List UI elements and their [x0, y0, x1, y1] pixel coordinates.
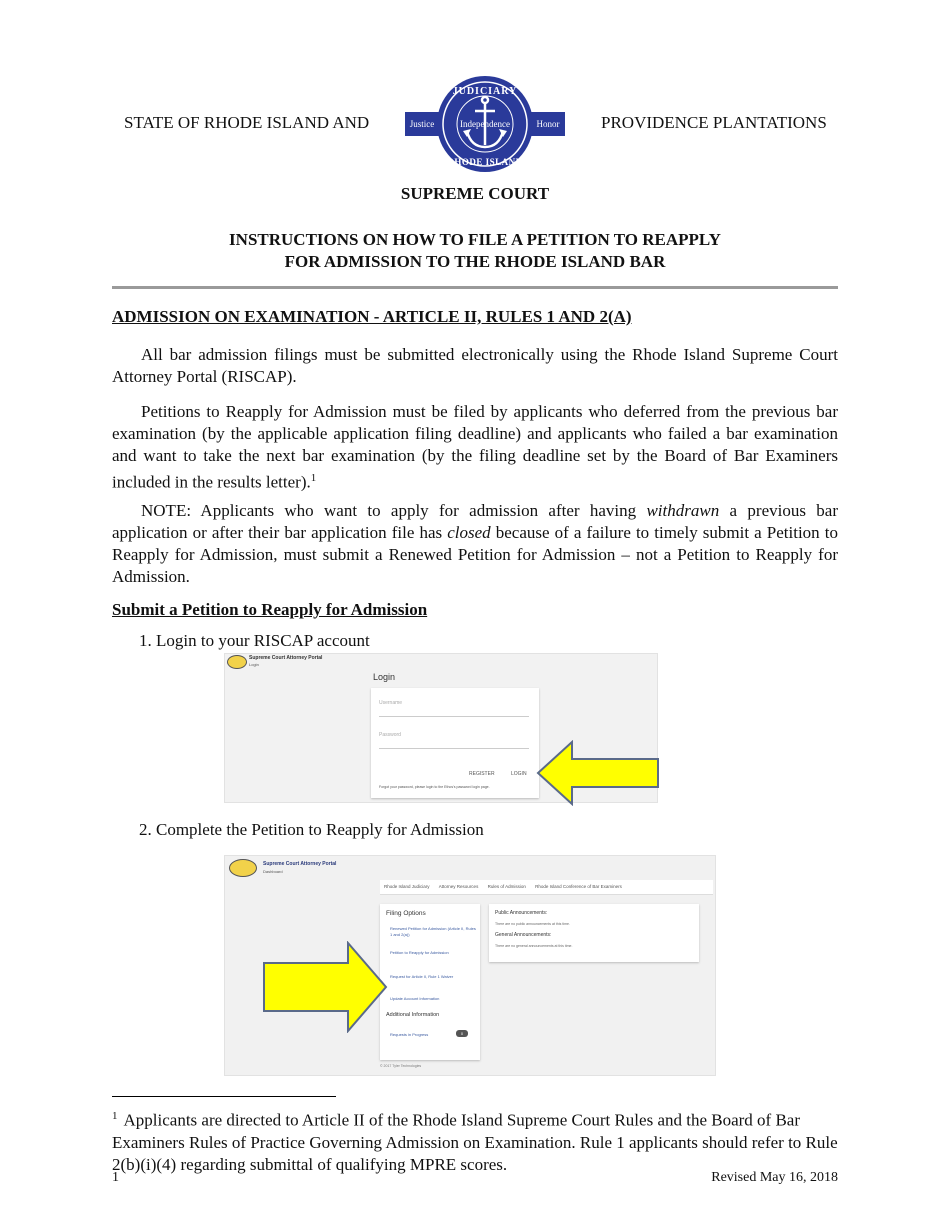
nav-rules-of-admission[interactable]: Rules of Admission — [487, 884, 526, 889]
footnote-text: Applicants are directed to Article II of the Rhode Island Supreme Court Rules and the Board of Bar Examiners Rules of Practice Governing Admission on Examination. Rule 1 applicants should refer to Rule 2(b)(i)(4) regarding submittal of qualifying MPRE scores. — [112, 1110, 838, 1174]
note-text-a: NOTE: Applicants who want to apply for admission after having — [141, 501, 647, 520]
step-1: 1. Login to your RISCAP account — [139, 631, 370, 650]
announcements-panel — [489, 904, 699, 962]
filing-request-waiver[interactable]: Request for Article II, Rule 1 Waiver — [390, 974, 454, 979]
note-text-c: a previous bar application or after their bar application file has — [112, 501, 838, 542]
title-divider — [112, 286, 838, 289]
judiciary-seal — [405, 75, 565, 175]
header-right-text: PROVIDENCE PLANTATIONS — [601, 113, 827, 132]
dash-nav — [380, 880, 713, 895]
header-left-text: STATE OF RHODE ISLAND AND — [124, 113, 370, 132]
paragraph-1: All bar admission filings must be submitted electronically using the Rhode Island Supreme Court Attorney Portal (RISCAP). — [112, 345, 838, 386]
step-2: 2. Complete the Petition to Reapply for Admission — [139, 820, 484, 839]
seal-top-text: JUDICIARY — [452, 86, 518, 97]
login-portal-title: Supreme Court Attorney Portal — [249, 655, 323, 661]
seal-bottom-text: RHODE ISLAND — [447, 157, 523, 167]
paragraph-3-note — [112, 500, 838, 588]
footnote-ref: 1 — [310, 472, 317, 484]
dash-portal-logo — [229, 859, 257, 877]
login-card-title: Login — [373, 672, 396, 682]
nav-conference-bar-examiners[interactable]: Rhode Island Conference of Bar Examiners — [535, 884, 622, 889]
login-button[interactable]: LOGIN — [511, 771, 527, 777]
arrow-pointer-login — [536, 740, 660, 806]
general-announcements-title: General Announcements: — [495, 932, 552, 938]
dash-copyright: © 2017 Tyler Technologies — [380, 1064, 422, 1068]
dash-portal-title: Supreme Court Attorney Portal — [263, 861, 337, 867]
filing-petition-reapply[interactable]: Petition to Reapply for Admission — [390, 950, 449, 955]
username-input[interactable]: Username — [379, 700, 529, 717]
dash-portal-sub: Dashboard — [263, 869, 283, 874]
portal-logo — [227, 655, 247, 669]
requests-count-badge: 0 — [456, 1030, 468, 1037]
footnote-number: 1 — [112, 1110, 118, 1122]
public-announcements-title: Public Announcements: — [495, 910, 548, 916]
seal-independence-text: Independence — [460, 119, 510, 129]
public-announcements-text: There are no public announcements at this time. — [495, 922, 570, 926]
note-text-e: because of a failure to timely submit a Petition to Reapply for Admission, must submit a Renewed Petition for Admission – not a Petition to Reapply for Admission. — [112, 523, 838, 586]
section-heading: ADMISSION ON EXAMINATION - ARTICLE II, RULES 1 AND 2(A) — [112, 307, 632, 326]
forgot-password-text[interactable]: Forgot your password, please login to the Ethos's password login page. — [379, 785, 490, 789]
revised-date: Revised May 16, 2018 — [711, 1170, 838, 1185]
login-card — [371, 688, 539, 798]
doc-title-line1: INSTRUCTIONS ON HOW TO FILE A PETITION TO REAPPLY — [229, 230, 721, 249]
additional-info-title: Additional Information — [386, 1012, 440, 1018]
court-name: SUPREME COURT — [400, 184, 550, 203]
subheading: Submit a Petition to Reapply for Admission — [112, 600, 428, 619]
nav-rhode-island-judiciary[interactable]: Rhode Island Judiciary — [384, 884, 430, 889]
arrow-pointer-petition — [262, 941, 388, 1033]
note-withdrawn: withdrawn — [646, 501, 720, 520]
page-number: 1 — [112, 1170, 119, 1185]
footnote-divider — [112, 1096, 336, 1097]
filing-options-panel — [380, 904, 480, 1060]
login-portal-sub: Login — [249, 662, 259, 667]
register-button[interactable]: REGISTER — [469, 771, 495, 777]
note-closed: closed — [447, 523, 491, 542]
general-announcements-text: There are no general announcements at this time. — [495, 944, 573, 948]
seal-honor-text: Honor — [536, 119, 560, 129]
paragraph-2 — [112, 401, 838, 494]
seal-justice-text: Justice — [409, 119, 435, 129]
paragraph-2-text: Petitions to Reapply for Admission must be filed by applicants who deferred from the previous bar examination (by the applicable application filing deadline) and applicants who failed a bar examination and want to take the next bar examination (by the filing deadline set by the Board of Bar Examiners included in the results letter). — [112, 402, 838, 492]
filing-renewed-petition[interactable]: Renewed Petition for Admission (Article II, Rules 1 and 2(a)) — [390, 926, 476, 937]
footnote — [112, 1105, 840, 1176]
requests-in-progress-link[interactable]: Requests in Progress — [390, 1032, 429, 1037]
filing-options-title: Filing Options — [386, 910, 426, 917]
doc-title-line2: FOR ADMISSION TO THE RHODE ISLAND BAR — [284, 252, 666, 271]
nav-attorney-resources[interactable]: Attorney Resources — [438, 884, 479, 889]
filing-update-account[interactable]: Update Account Information — [390, 996, 440, 1001]
password-input[interactable]: Password — [379, 732, 529, 749]
